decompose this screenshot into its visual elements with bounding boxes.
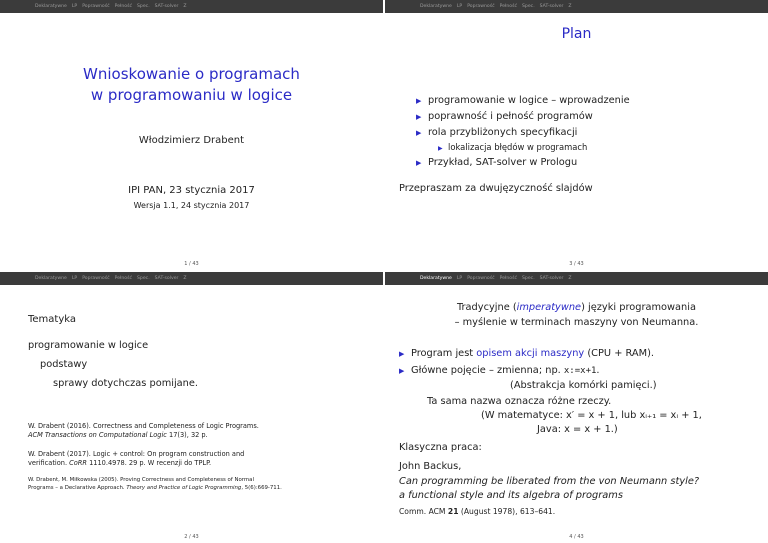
- plan-item: ▶ Przykład, SAT-solver w Prologu: [416, 157, 578, 168]
- nav-item[interactable]: Poprawność: [82, 4, 110, 9]
- nav-item[interactable]: Spec.: [137, 4, 150, 9]
- slide-plan: [385, 0, 768, 270]
- plan-subitem: ▶ lokalizacja błędów w programach: [438, 142, 588, 152]
- nav-item[interactable]: Poprawność: [467, 276, 495, 281]
- page-number: 2 / 43: [184, 534, 199, 540]
- bullet-triangle-icon: ▶: [399, 350, 405, 358]
- nav-item[interactable]: SAT-solver: [154, 276, 179, 281]
- version-line: Wersja 1.1, 24 stycznia 2017: [133, 201, 250, 210]
- section-heading: Tematyka: [28, 314, 77, 325]
- reference-item: W. Drabent (2017). Logic + control: On program construction and verification. CoRR 1110.4978. 29 p. W recenzji do TPLP.: [28, 450, 245, 467]
- plan-item: ▶ poprawność i pełność programów: [416, 111, 593, 122]
- nav-item[interactable]: Deklaratywne: [35, 4, 67, 9]
- reference-item: W. Drabent, M. Miłkowska (2005). Proving Correctness and Completeness of Normal Programs – a Declarative Approach. Theory and Practice of Logic Programming, 5(6):669-711.: [28, 477, 282, 491]
- topic-line: sprawy dotychczas pomijane.: [53, 378, 199, 389]
- nav-item[interactable]: Z: [568, 276, 572, 281]
- bullet-triangle-icon: ▶: [416, 129, 422, 137]
- paper-citation: Comm. ACM 21 (August 1978), 613–641.: [399, 507, 556, 516]
- classic-label: Klasyczna praca:: [399, 442, 482, 453]
- same-name-note: Ta sama nazwa oznacza różne rzeczy.: [427, 396, 612, 407]
- nav-item[interactable]: Z: [183, 4, 187, 9]
- nav-item[interactable]: Pełność: [499, 276, 518, 281]
- event-line: IPI PAN, 23 stycznia 2017: [128, 185, 255, 196]
- nav-bar: [0, 272, 383, 285]
- nav-item[interactable]: Z: [183, 276, 187, 281]
- paper-title: Can programming be liberated from the von Neumann style? a functional style and its algebra of programs: [399, 476, 700, 501]
- nav-item[interactable]: Poprawność: [467, 4, 495, 9]
- nav-bar: [0, 0, 383, 13]
- nav-item[interactable]: LP: [71, 276, 78, 281]
- topic-line: programowanie w logice: [28, 340, 149, 351]
- nav-item[interactable]: Spec.: [522, 276, 535, 281]
- paper-author: John Backus,: [399, 461, 462, 472]
- title-line-1: Wnioskowanie o programach: [83, 65, 300, 83]
- bullet-triangle-icon: ▶: [416, 97, 422, 105]
- plan-item: ▶ programowanie w logice – wprowadzenie: [416, 95, 630, 106]
- nav-item[interactable]: SAT-solver: [539, 4, 564, 9]
- nav-item[interactable]: Spec.: [522, 4, 535, 9]
- bullet-item: ▶ Główne pojęcie – zmienna; np. x:=x+1.: [399, 365, 600, 376]
- nav-item[interactable]: LP: [71, 4, 78, 9]
- topic-line: podstawy: [40, 359, 88, 370]
- nav-item[interactable]: Z: [568, 4, 572, 9]
- bullet-triangle-icon: ▶: [399, 367, 405, 375]
- nav-item[interactable]: SAT-solver: [154, 4, 179, 9]
- nav-item[interactable]: Pełność: [114, 4, 133, 9]
- intro-text: Tradycyjne (imperatywne) języki programowania – myślenie w terminach maszyny von Neumanna.: [454, 302, 699, 328]
- slide-heading: Plan: [561, 26, 592, 42]
- nav-bar: [385, 272, 768, 285]
- bullet-item: ▶ Program jest opisem akcji maszyny (CPU + RAM).: [399, 348, 655, 359]
- nav-item[interactable]: Spec.: [137, 276, 150, 281]
- bullet-triangle-icon: ▶: [438, 145, 443, 152]
- nav-bar: [385, 0, 768, 13]
- nav-item[interactable]: Deklaratywne: [35, 276, 67, 281]
- slide-title: [0, 0, 383, 270]
- math-note: (W matematyce: x′ = x + 1, lub xᵢ₊₁ = xᵢ + 1,: [481, 410, 702, 421]
- author-name: Włodzimierz Drabent: [138, 135, 245, 146]
- slide-imperative: [385, 272, 768, 543]
- nav-item-active[interactable]: Deklaratywne: [420, 276, 452, 281]
- reference-item: W. Drabent (2016). Correctness and Completeness of Logic Programs. ACM Transactions on Computational Logic 17(3), 32 p.: [28, 422, 259, 439]
- page-number: 1 / 43: [184, 261, 199, 267]
- nav-item[interactable]: LP: [456, 4, 463, 9]
- nav-item[interactable]: Deklaratywne: [420, 4, 452, 9]
- nav-item[interactable]: Pełność: [114, 276, 133, 281]
- presentation-title: [0, 64, 383, 106]
- nav-item[interactable]: LP: [456, 276, 463, 281]
- abstraction-note: (Abstrakcja komórki pamięci.): [510, 380, 657, 391]
- plan-item: ▶ rola przybliżonych specyfikacji: [416, 127, 578, 138]
- bullet-triangle-icon: ▶: [416, 159, 422, 167]
- page-number: 3 / 43: [569, 261, 584, 267]
- java-note: Java: x = x + 1.): [537, 424, 618, 435]
- bullet-triangle-icon: ▶: [416, 113, 422, 121]
- slide-topics: [0, 272, 383, 543]
- page-number: 4 / 43: [569, 534, 584, 540]
- nav-item[interactable]: Pełność: [499, 4, 518, 9]
- nav-item[interactable]: SAT-solver: [539, 276, 564, 281]
- title-line-2: w programowaniu w logice: [90, 86, 293, 104]
- nav-item[interactable]: Poprawność: [82, 276, 110, 281]
- apology-note: Przepraszam za dwujęzyczność slajdów: [399, 183, 593, 194]
